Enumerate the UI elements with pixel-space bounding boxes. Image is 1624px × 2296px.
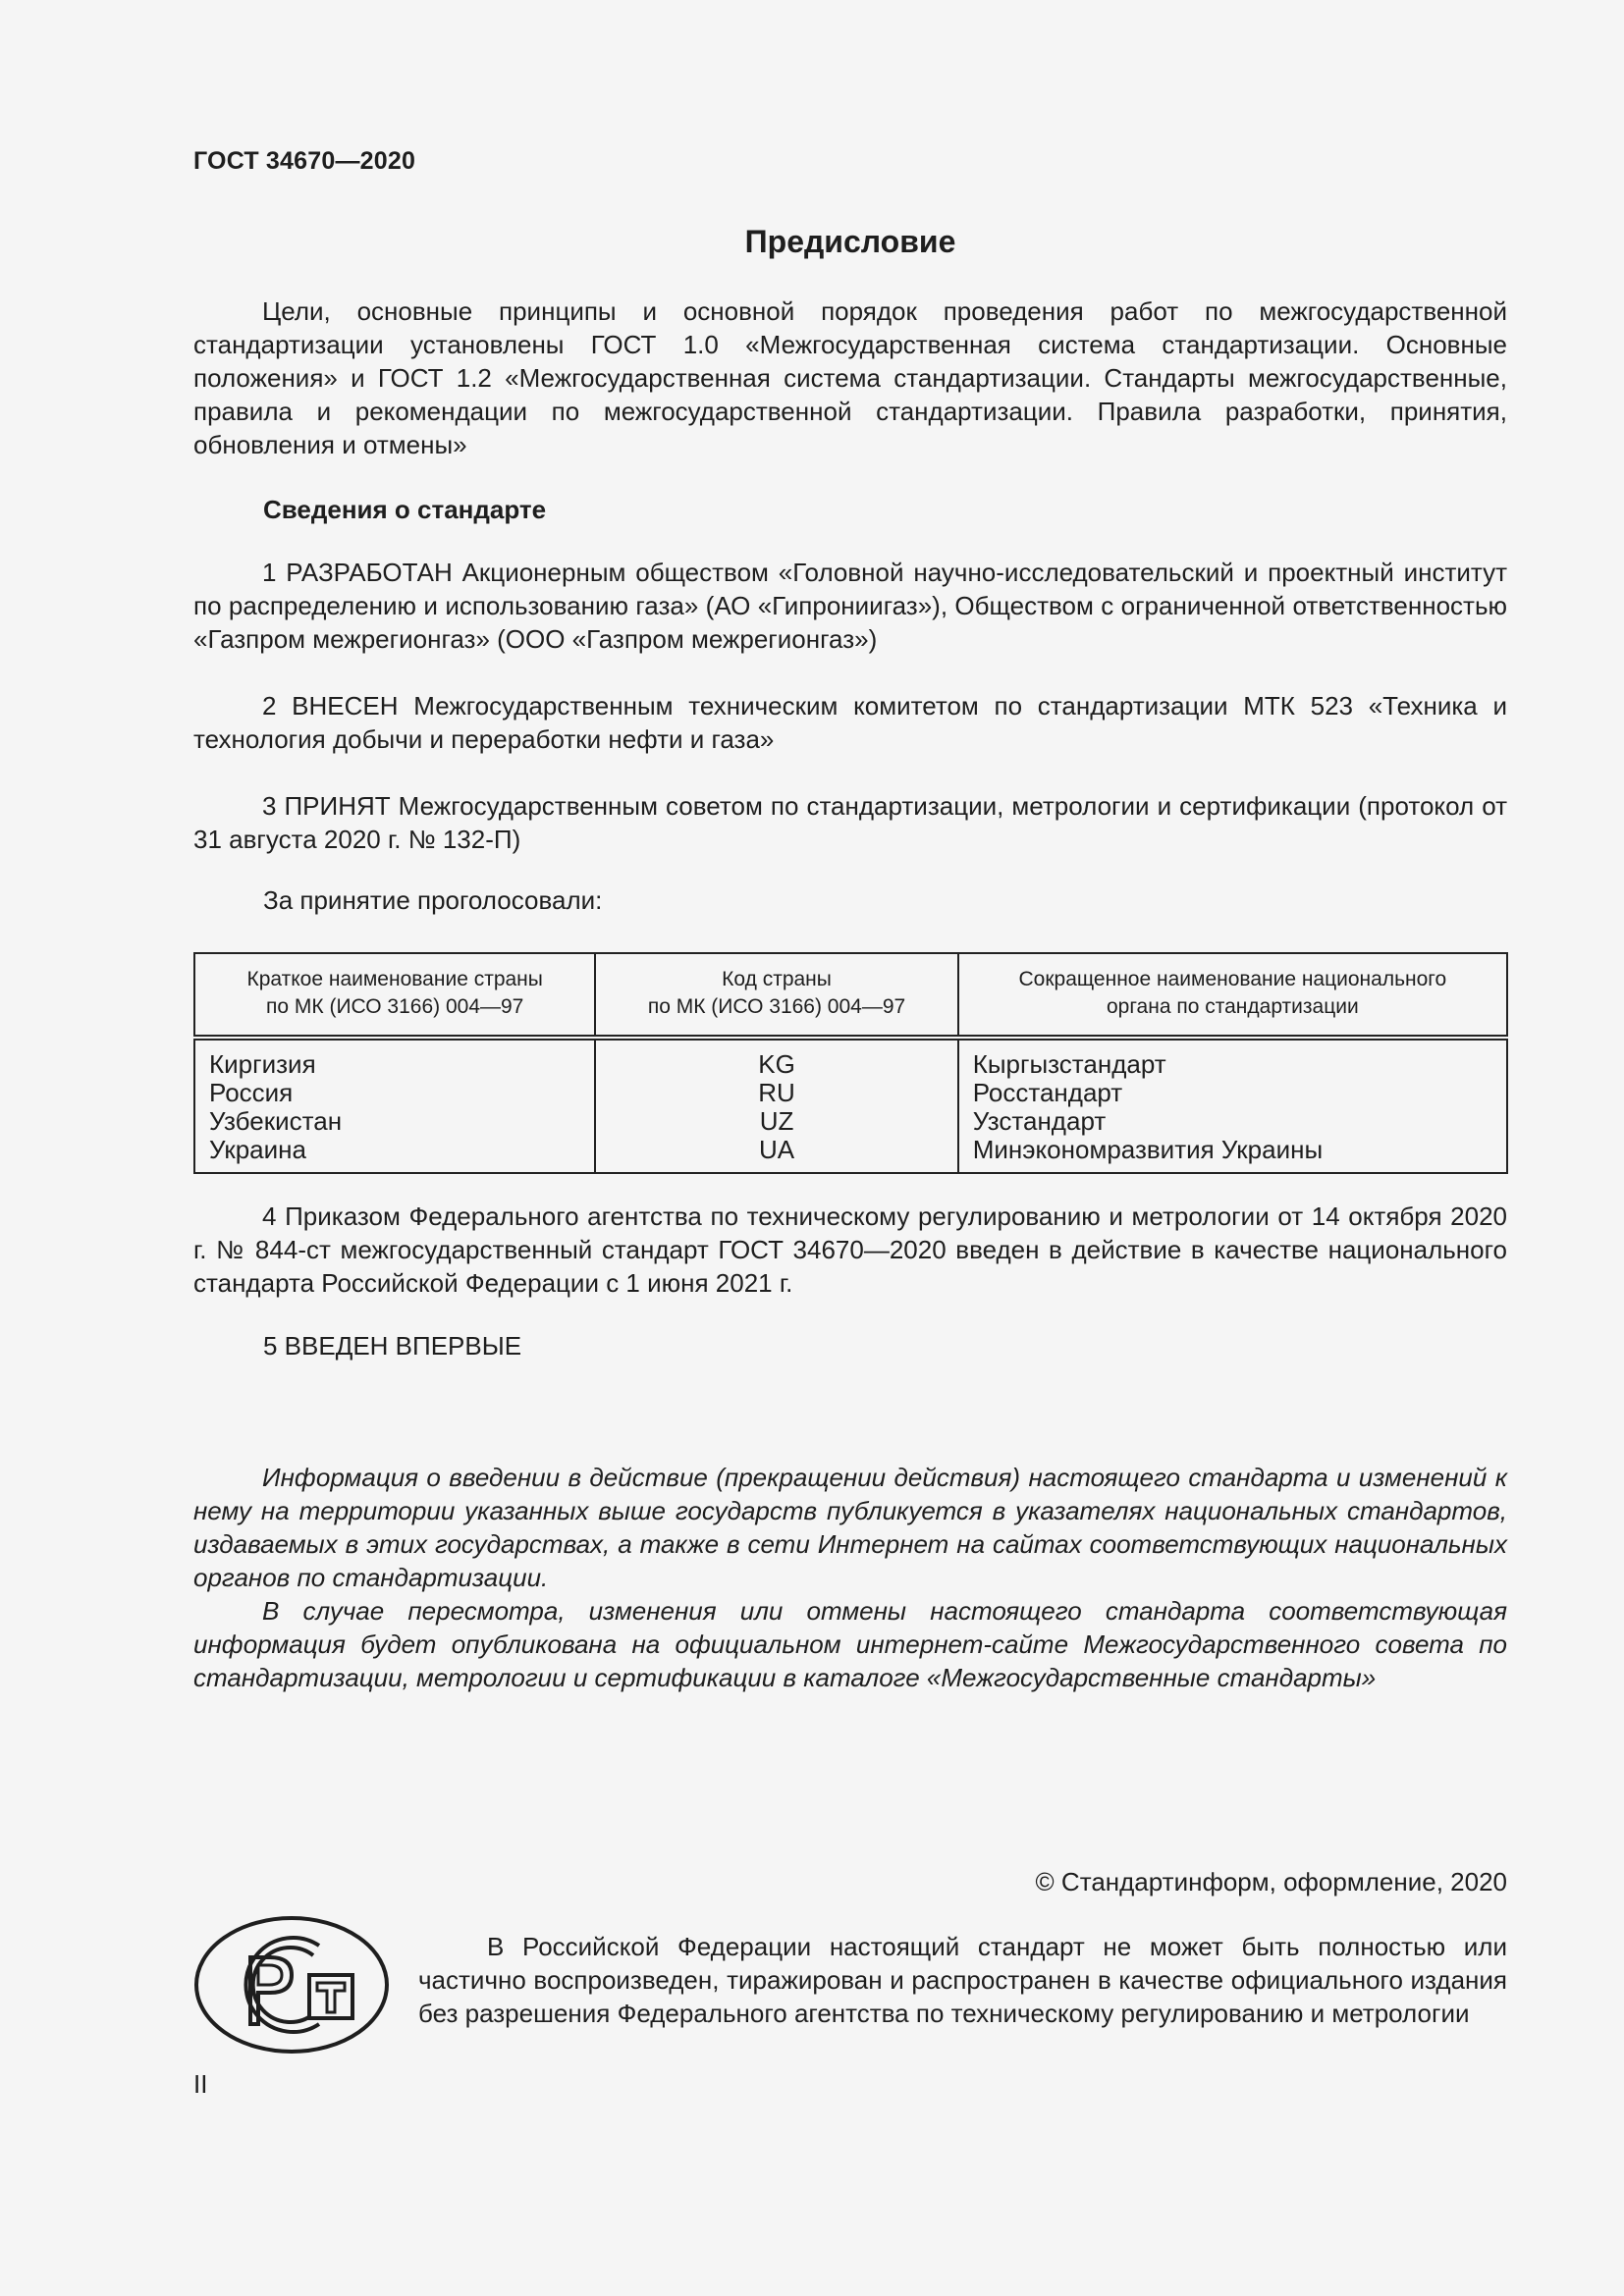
document-code: ГОСТ 34670—2020 <box>193 147 416 175</box>
cell-organization: Минэкономразвития Украины <box>958 1136 1507 1173</box>
cell-organization: Росстандарт <box>958 1079 1507 1107</box>
cell-country: Киргизия <box>194 1038 595 1079</box>
table-row <box>194 1079 1507 1107</box>
item-developed: 1 РАЗРАБОТАН Акционерным обществом «Головной научно-исследовательский и проектный институт по распределению и использованию газа» (АО «Гипрониигаз»), Обществом с ограниченной ответственностью «Газпром межрегионгаз» (ООО «Газпром межрегионгаз») <box>193 558 1507 654</box>
table-row <box>194 1107 1507 1136</box>
page-title: Предисловие <box>744 224 956 259</box>
gost-r-certification-mark-icon <box>193 1914 390 2056</box>
item-submitted: 2 ВНЕСЕН Межгосударственным техническим комитетом по стандартизации МТК 523 «Техника и технология добычи и переработки нефти и газа» <box>193 691 1507 754</box>
notice-paragraph-2: В случае пересмотра, изменения или отмены настоящего стандарта соответствующая информация будет опубликована на официальном интернет-сайте Межгосударственного совета по стандартизации, метрологии и сертификации в каталоге «Межгосударственные стандарты» <box>193 1596 1507 1692</box>
voting-table <box>193 952 1508 1174</box>
table-row <box>194 1136 1507 1173</box>
table-row <box>194 1038 1507 1079</box>
item-first-introduced: 5 ВВЕДЕН ВПЕРВЫЕ <box>263 1331 522 1361</box>
cell-code: RU <box>595 1079 957 1107</box>
page-number: II <box>193 2069 208 2099</box>
header-organization: Сокращенное наименование национального органа по стандартизации <box>958 953 1507 1038</box>
cell-code: KG <box>595 1038 957 1079</box>
info-heading: Сведения о стандарте <box>263 495 547 524</box>
cell-organization: Кыргызстандарт <box>958 1038 1507 1079</box>
cell-country: Узбекистан <box>194 1107 595 1136</box>
copyright-line: © Стандартинформ, оформление, 2020 <box>1035 1867 1507 1896</box>
cell-code: UA <box>595 1136 957 1173</box>
reproduction-notice: В Российской Федерации настоящий стандарт не может быть полностью или частично воспроизведен, тиражирован и распространен в качестве официального издания без разрешения Федерального агентства по техническому регулированию и метрологии <box>418 1932 1507 2028</box>
cell-organization: Узстандарт <box>958 1107 1507 1136</box>
item-adopted: 3 ПРИНЯТ Межгосударственным советом по стандартизации, метрологии и сертификации (протокол от 31 августа 2020 г. № 132-П) <box>193 791 1507 854</box>
cell-country: Россия <box>194 1079 595 1107</box>
intro-paragraph: Цели, основные принципы и основной порядок проведения работ по межгосударственной стандартизации установлены ГОСТ 1.0 «Межгосударственная система стандартизации. Основные положения» и ГОСТ 1.2 «Межгосударственная система стандартизации. Стандарты межгосударственные, правила и рекомендации по межгосударственной стандартизации. Правила разработки, принятия, обновления и отмены» <box>193 296 1507 459</box>
table-header-row <box>194 953 1507 1038</box>
notice-paragraph-1: Информация о введении в действие (прекращении действия) настоящего стандарта и изменений к нему на территории указанных выше государств публикуется в указателях национальных стандартов, издаваемых в этих государствах, а также в сети Интернет на сайтах соответствующих национальных органов по стандартизации. <box>193 1463 1507 1592</box>
cell-country: Украина <box>194 1136 595 1173</box>
cell-code: UZ <box>595 1107 957 1136</box>
header-code: Код страны по МК (ИСО 3166) 004—97 <box>595 953 957 1038</box>
header-country: Краткое наименование страны по МК (ИСО 3166) 004—97 <box>194 953 595 1038</box>
voted-label: За принятие проголосовали: <box>263 885 603 915</box>
item-enacted: 4 Приказом Федерального агентства по техническому регулированию и метрологии от 14 октября 2020 г. № 844-ст межгосударственный стандарт ГОСТ 34670—2020 введен в действие в качестве национального стандарта Российской Федерации с 1 июня 2021 г. <box>193 1201 1507 1298</box>
